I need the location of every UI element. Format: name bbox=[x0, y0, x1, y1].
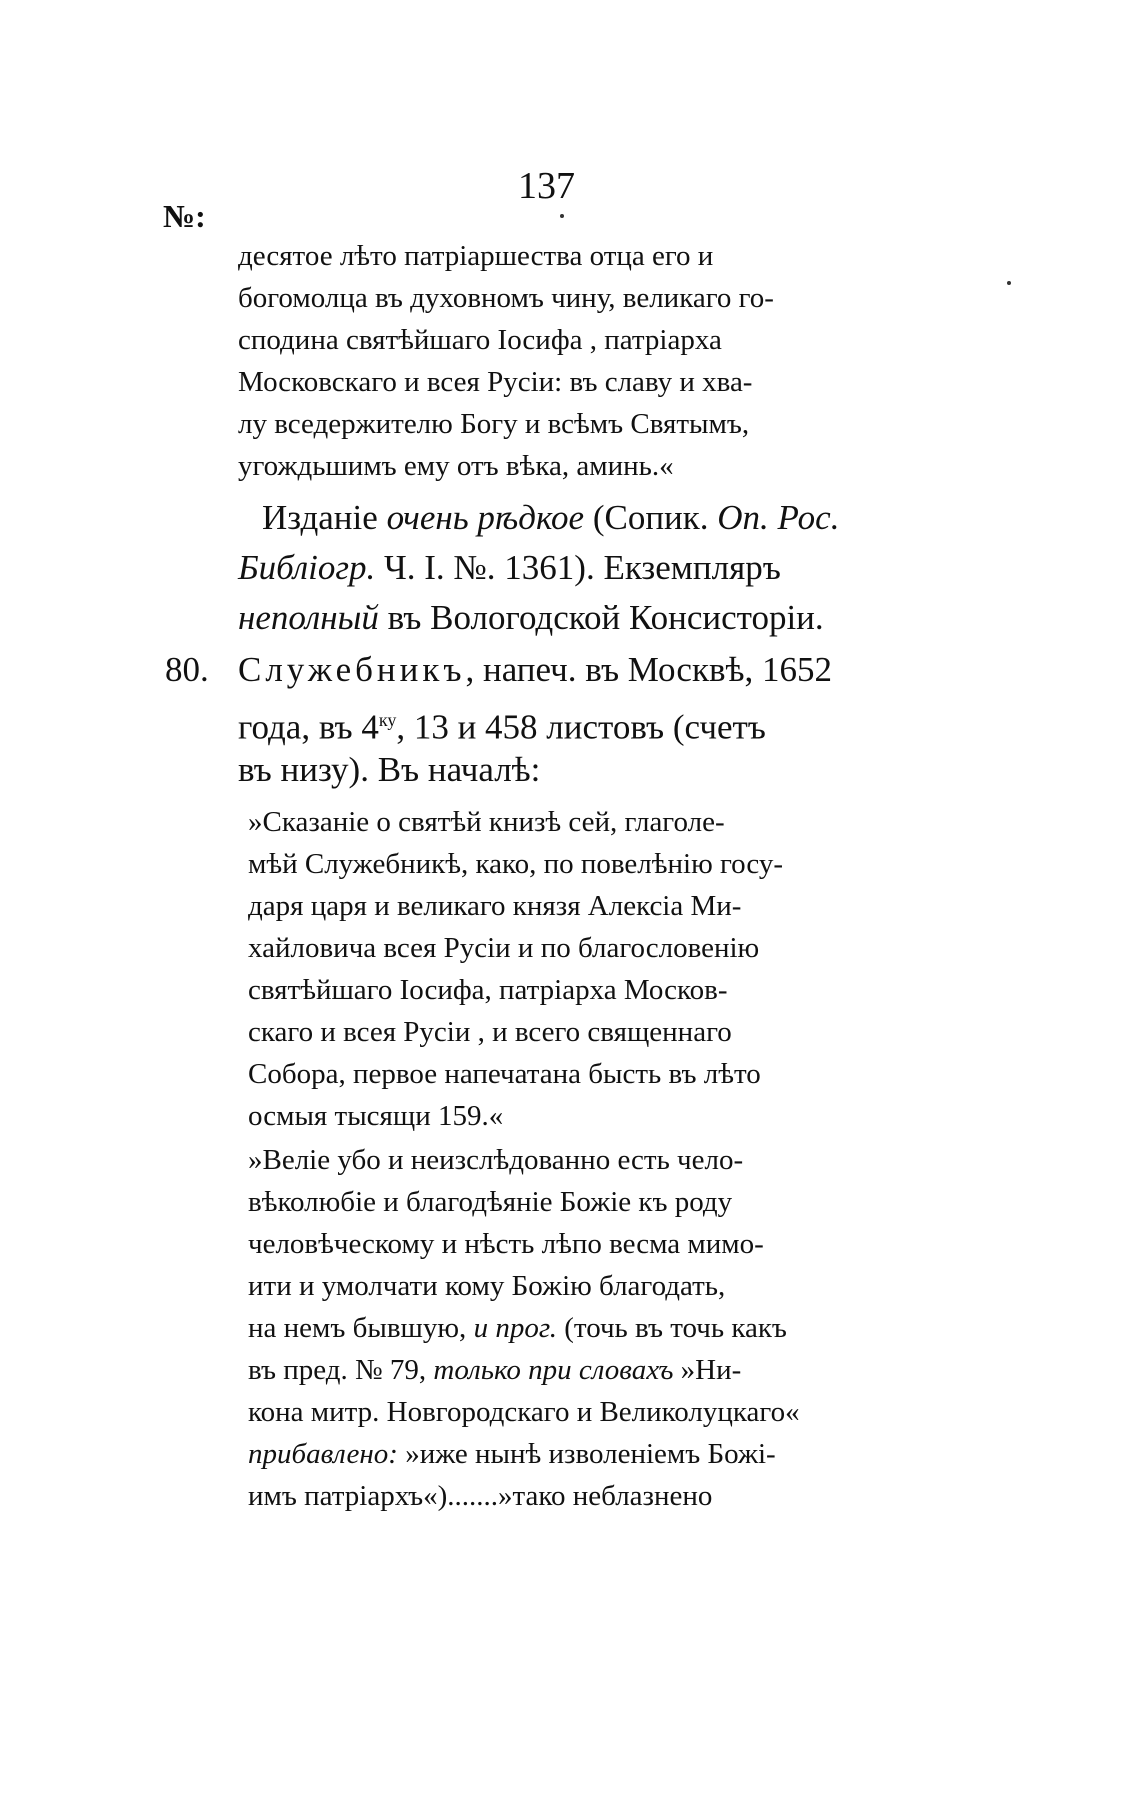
text-run: »иже нынѣ изволеніемъ Божі- bbox=[397, 1438, 776, 1470]
text-line: Московскаго и всея Русіи: въ славу и хва- bbox=[238, 366, 753, 398]
text-run: года, въ 4 bbox=[238, 707, 379, 747]
text-run: , 13 и 458 листовъ (счетъ bbox=[396, 707, 766, 747]
text-run: »Ни- bbox=[673, 1354, 742, 1386]
edition-note-line bbox=[238, 544, 781, 592]
entry-title: Служебникъ bbox=[238, 650, 466, 689]
entry-title-line bbox=[238, 646, 832, 694]
quote-line: человѣческому и нѣсть лѣпо весма мимо- bbox=[248, 1228, 764, 1260]
quote-line: ити и умолчати кому Божію благодать, bbox=[248, 1270, 726, 1302]
entry-line: въ низу). Въ началѣ: bbox=[238, 750, 541, 789]
quote-line: вѣколюбіе и благодѣяніе Божіе къ роду bbox=[248, 1186, 733, 1218]
print-speck bbox=[1007, 281, 1011, 285]
text-line: сподина святѣйшаго Іосифа , патріарха bbox=[238, 324, 722, 356]
italic-run: Оп. Рос. bbox=[717, 498, 840, 537]
text-line: богомолца въ духовномъ чину, великаго го- bbox=[238, 282, 774, 314]
quote-line: кона митр. Новгородскаго и Великолуцкаго« bbox=[248, 1396, 800, 1428]
text-run: Ч. І. №. 1361). Екземпляръ bbox=[375, 548, 781, 587]
text-run: на немъ бывшую, bbox=[248, 1312, 474, 1344]
quote-line: святѣйшаго Іосифа, патріарха Москов- bbox=[248, 974, 728, 1006]
quote-line: осмыя тысящи 159.« bbox=[248, 1100, 504, 1132]
text-run: (точь въ точь какъ bbox=[557, 1312, 787, 1344]
italic-run: Библіогр. bbox=[238, 548, 376, 587]
quote-line bbox=[248, 1434, 776, 1474]
text-line: угождьшимъ ему отъ вѣка, аминь.« bbox=[238, 450, 674, 482]
text-run: , напеч. въ Москвѣ, 1652 bbox=[465, 650, 832, 689]
quote-line bbox=[248, 1350, 741, 1390]
quote-line: скаго и всея Русіи , и всего священнаго bbox=[248, 1016, 732, 1048]
italic-run: и прог. bbox=[473, 1312, 557, 1344]
quote-line: »Веліе убо и неизслѣдованно есть чело- bbox=[248, 1144, 744, 1176]
quote-line: Собора, первое напечатана бысть въ лѣто bbox=[248, 1058, 761, 1090]
entry-line bbox=[238, 696, 766, 752]
quote-line: имъ патріархъ«).......»тако неблазнено bbox=[248, 1480, 713, 1512]
text-run: въ пред. № 79, bbox=[248, 1354, 434, 1386]
edition-note-line bbox=[238, 594, 824, 642]
text-run: Изданіе bbox=[262, 498, 387, 537]
quote-line: хайловича всея Русіи и по благословенію bbox=[248, 932, 760, 964]
italic-run: прибавлено: bbox=[248, 1438, 398, 1470]
print-speck bbox=[560, 214, 564, 218]
text-run: (Сопик. bbox=[584, 498, 718, 537]
italic-run: очень рѣдкое bbox=[386, 498, 585, 537]
italic-run: неполный bbox=[238, 598, 379, 637]
page-number: 137 bbox=[518, 165, 575, 207]
italic-run: только при словахъ bbox=[433, 1354, 674, 1386]
quote-line: »Сказаніе о святѣй книзѣ сей, глаголе- bbox=[248, 806, 725, 838]
text-line: лу вседержителю Богу и всѣмъ Святымъ, bbox=[238, 408, 750, 440]
quote-line: даря царя и великаго князя Алексіа Ми- bbox=[248, 890, 742, 922]
edition-note-line bbox=[262, 494, 839, 542]
quote-line bbox=[248, 1308, 787, 1348]
superscript: ку bbox=[378, 710, 397, 730]
quote-line: мѣй Служебникѣ, како, по повелѣнію госу- bbox=[248, 848, 784, 880]
entry-number: 80. bbox=[165, 650, 209, 689]
text-run: въ Вологодской Консисторіи. bbox=[378, 598, 824, 637]
margin-marker: №: bbox=[163, 198, 206, 234]
text-line: десятое лѣто патріаршества отца его и bbox=[238, 240, 714, 272]
